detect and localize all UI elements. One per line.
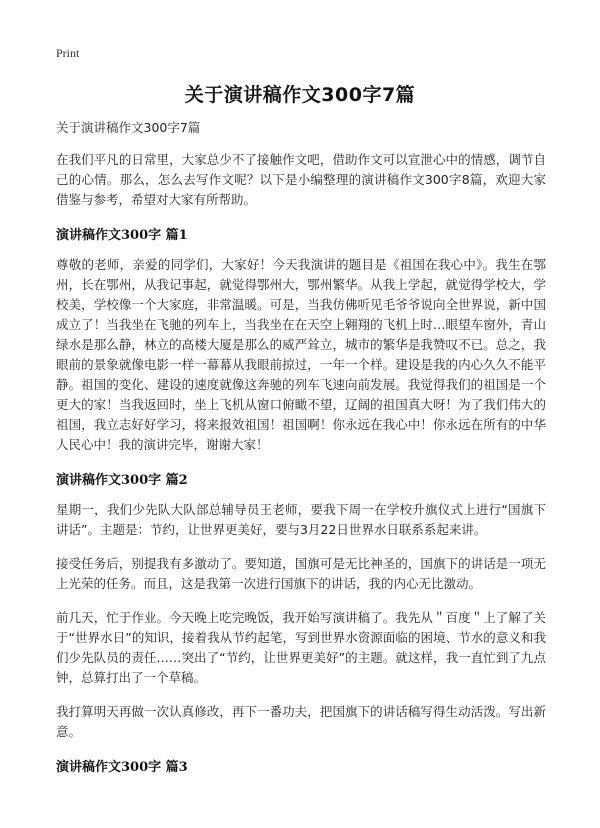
section-2-paragraph-4: 我打算明天再做一次认真修改，再下一番功夫，把国旗下的讲话稿写得生动活泼。写出新意。 (56, 704, 546, 739)
document-body (56, 118, 546, 787)
section-2-paragraph-3: 前几天，忙于作业。今天晚上吃完晚饭，我开始写演讲稿了。我先从＂百度＂上了解了关于“世界水日”的知识，接着我从节约起笔，写到世界水资源面临的困境、节水的意义和我们少先队员的责任……突出了“节约，让世界更美好”的主题。就这样，我一直忙到了九点钟，总算打出了一个草稿。 (56, 610, 546, 685)
section-2-paragraph-2: 接受任务后，别提我有多激动了。要知道，国旗可是无比神圣的，国旗下的讲话是一项无上光荣的任务。而且，这是我第一次进行国旗下的讲话，我的内心无比激动。 (56, 556, 546, 591)
intro-paragraph: 在我们平凡的日常里，大家总少不了接触作文吧，借助作文可以宣泄心中的情感，调节自己的心情。那么，怎么去写作文呢？以下是小编整理的演讲稿作文300字8篇，欢迎大家借鉴与参考，希望对大家有所帮助。 (56, 152, 546, 207)
section-2-paragraph-1: 星期一，我们少先队大队部总辅导员王老师，要我下周一在学校升旗仪式上进行“国旗下讲话”。主题是：节约，让世界更美好，要与3月22日世界水日联系系起来讲。 (56, 502, 546, 537)
document-title: 关于演讲稿作文300字7篇 (184, 84, 416, 106)
section-heading-1: 演讲稿作文300字 篇1 (56, 228, 188, 243)
document-subtitle: 关于演讲稿作文300字7篇 (56, 120, 201, 135)
print-link[interactable]: Print (56, 46, 80, 60)
section-heading-3: 演讲稿作文300字 篇3 (56, 760, 188, 775)
section-heading-2: 演讲稿作文300字 篇2 (56, 473, 188, 488)
section-1-paragraph-1: 尊敬的老师，亲爱的同学们，大家好！今天我演讲的题目是《祖国在我心中》。我生在鄂州，长在鄂州，从我记事起，就觉得鄂州大，鄂州繁华。从我上学起，就觉得学校大，学校美，学校像一个大家庭，非常温暖。可是，当我仿佛听见毛爷爷说向全世界说，新中国成立了！当我坐在飞驰的列车上，当我坐在在天空上翱翔的飞机上时…眼望车窗外，青山绿水是那么静，林立的高楼大厦是那么的威严耸立，城市的繁华是我赞叹不已。总之，我眼前的景象就像电影一样一幕幕从我眼前掠过，一年一个样。建设是我的内心久久不能平静。祖国的变化、建设的速度就像这奔驰的列车飞速向前发展。我觉得我们的祖国是一个更大的家！当我返回时，坐上飞机从窗口俯瞰不望，辽阔的祖国真大呀！为了我们伟大的祖国，我立志好好学习，将来报效祖国！祖国啊！你永远在我心中！你永远在所有的中华人民心中！我的演讲完毕，谢谢大家！ (56, 257, 546, 452)
